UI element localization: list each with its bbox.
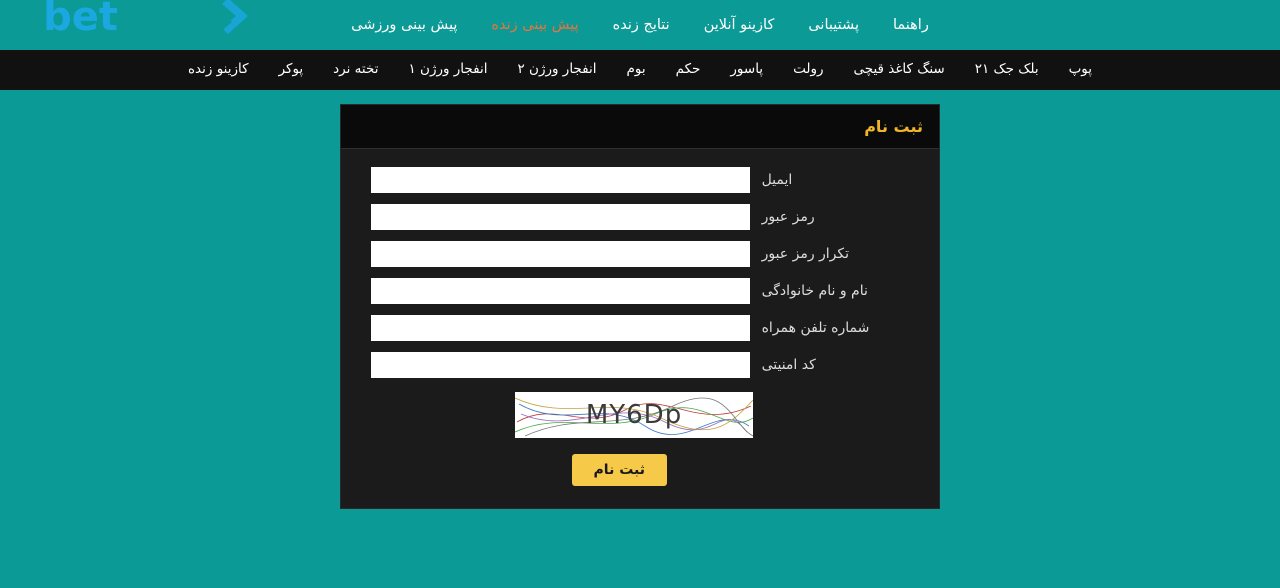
label-password: رمز عبور (761, 209, 815, 225)
form-row-captcha-code (371, 352, 909, 378)
mobile-field[interactable] (371, 315, 750, 341)
register-card-header (341, 105, 939, 149)
top-nav-links (351, 18, 929, 33)
games-nav-links (188, 63, 1092, 77)
topnav-item-0[interactable]: راهنما (892, 16, 929, 33)
topnav-item-3[interactable]: نتایج زنده (612, 16, 670, 33)
topnav-item-5[interactable]: پیش بینی ورزشی (351, 16, 458, 33)
label-email: ایمیل (761, 172, 793, 188)
main-content (0, 90, 1280, 509)
games-navigation-bar (0, 50, 1280, 90)
subnav-item-10[interactable]: پوکر (278, 61, 304, 78)
register-form (341, 149, 939, 508)
label-security-code: کد امنیتی (761, 357, 816, 373)
security-code-field[interactable] (371, 352, 750, 378)
subnav-item-11[interactable]: کازینو زنده (187, 61, 249, 78)
label-password-repeat: تکرار رمز عبور (761, 246, 850, 262)
top-navigation-bar (0, 0, 1280, 50)
subnav-item-6[interactable]: بوم (626, 61, 646, 78)
subnav-item-0[interactable]: پوپ (1068, 61, 1093, 78)
subnav-item-4[interactable]: پاسور (730, 61, 764, 78)
form-row-fullname (371, 278, 909, 304)
label-fullname: نام و نام خانوادگی (761, 283, 868, 299)
topnav-item-1[interactable]: پشتیبانی (808, 16, 859, 33)
page-title: ثبت نام (864, 117, 923, 136)
captcha-image[interactable] (515, 392, 753, 438)
svg-text:bet: bet (43, 0, 118, 40)
subnav-item-3[interactable]: رولت (793, 61, 824, 78)
topnav-item-2[interactable]: کازینو آنلاین (703, 16, 775, 33)
captcha-text: MY6Dp (585, 400, 683, 430)
password-field[interactable] (371, 204, 750, 230)
email-field[interactable] (371, 167, 750, 193)
fullname-field[interactable] (371, 278, 750, 304)
subnav-item-8[interactable]: انفجار ورژن ۱ (408, 61, 488, 78)
subnav-item-2[interactable]: سنگ کاغذ قیچی (853, 61, 945, 78)
topnav-item-4[interactable]: پیش بینی زنده (491, 16, 579, 33)
form-row-password (371, 204, 909, 230)
label-mobile: شماره تلفن همراه (761, 320, 870, 336)
subnav-item-9[interactable]: تخته نرد (333, 61, 379, 78)
register-submit-button[interactable]: ثبت نام (572, 454, 667, 486)
password-repeat-field[interactable] (371, 241, 750, 267)
captcha-row (371, 392, 909, 438)
submit-row (371, 454, 909, 486)
subnav-item-7[interactable]: انفجار ورژن ۲ (517, 61, 597, 78)
site-logo[interactable] (22, 0, 252, 56)
form-row-mobile (371, 315, 909, 341)
form-row-email (371, 167, 909, 193)
subnav-item-1[interactable]: بلک جک ۲۱ (974, 61, 1039, 78)
register-card (340, 104, 940, 509)
form-row-password-repeat (371, 241, 909, 267)
subnav-item-5[interactable]: حکم (675, 61, 701, 78)
